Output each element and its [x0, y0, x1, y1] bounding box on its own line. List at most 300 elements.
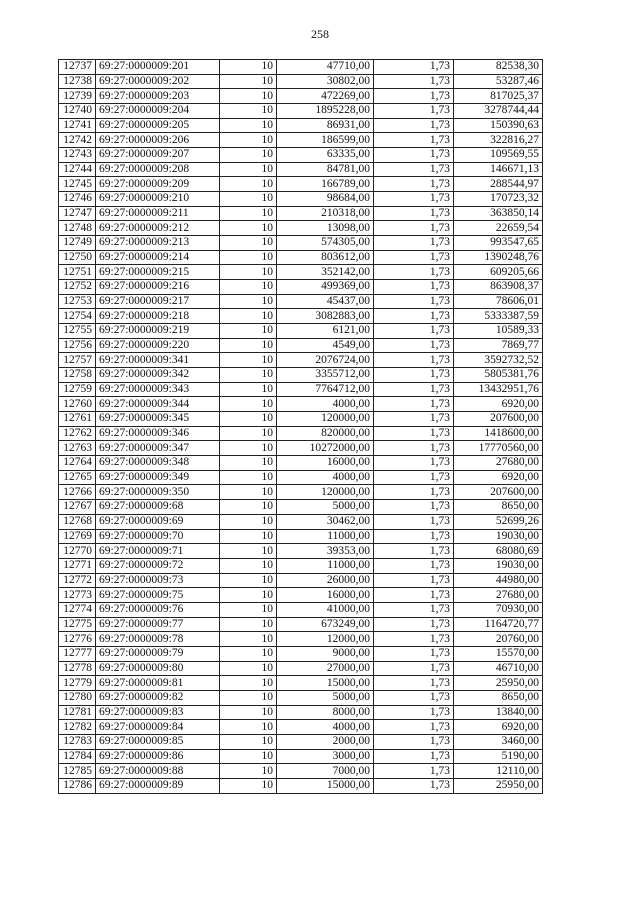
sum-cell: 22659,54	[454, 221, 543, 236]
area-value-cell: 39353,00	[277, 544, 374, 559]
sum-cell: 78606,01	[454, 294, 543, 309]
area-value-cell: 15000,00	[277, 676, 374, 691]
cadastral-number-cell: 69:27:0000009:209	[96, 177, 220, 192]
cadastral-number-cell: 69:27:0000009:80	[96, 661, 220, 676]
sum-cell: 207600,00	[454, 485, 543, 500]
row-number-cell: 12772	[59, 573, 96, 588]
area-value-cell: 5000,00	[277, 690, 374, 705]
table-row	[59, 412, 543, 427]
coefficient-cell: 1,73	[374, 104, 454, 119]
sum-cell: 53287,46	[454, 74, 543, 89]
area-value-cell: 26000,00	[277, 573, 374, 588]
sum-cell: 109569,55	[454, 148, 543, 163]
table-row	[59, 690, 543, 705]
table-row	[59, 734, 543, 749]
cadastral-number-cell: 69:27:0000009:75	[96, 588, 220, 603]
table-row	[59, 720, 543, 735]
row-number-cell: 12744	[59, 162, 96, 177]
area-value-cell: 8000,00	[277, 705, 374, 720]
table-row	[59, 353, 543, 368]
coefficient-cell: 1,73	[374, 118, 454, 133]
coefficient-cell: 1,73	[374, 294, 454, 309]
area-value-cell: 98684,00	[277, 192, 374, 207]
coefficient-cell: 1,73	[374, 426, 454, 441]
cadastral-number-cell: 69:27:0000009:79	[96, 646, 220, 661]
row-number-cell: 12763	[59, 441, 96, 456]
row-number-cell: 12768	[59, 514, 96, 529]
row-number-cell: 12782	[59, 720, 96, 735]
table-row	[59, 338, 543, 353]
coefficient-cell: 1,73	[374, 705, 454, 720]
code-cell: 10	[220, 676, 277, 691]
code-cell: 10	[220, 294, 277, 309]
row-number-cell: 12766	[59, 485, 96, 500]
area-value-cell: 4000,00	[277, 720, 374, 735]
cadastral-number-cell: 69:27:0000009:215	[96, 265, 220, 280]
sum-cell: 609205,66	[454, 265, 543, 280]
area-value-cell: 5000,00	[277, 500, 374, 515]
cadastral-number-cell: 69:27:0000009:214	[96, 250, 220, 265]
table-row	[59, 602, 543, 617]
coefficient-cell: 1,73	[374, 558, 454, 573]
area-value-cell: 472269,00	[277, 89, 374, 104]
coefficient-cell: 1,73	[374, 456, 454, 471]
cadastral-number-cell: 69:27:0000009:343	[96, 382, 220, 397]
table-row	[59, 676, 543, 691]
row-number-cell: 12780	[59, 690, 96, 705]
area-value-cell: 10272000,00	[277, 441, 374, 456]
row-number-cell: 12771	[59, 558, 96, 573]
sum-cell: 19030,00	[454, 529, 543, 544]
sum-cell: 1390248,76	[454, 250, 543, 265]
row-number-cell: 12750	[59, 250, 96, 265]
coefficient-cell: 1,73	[374, 206, 454, 221]
code-cell: 10	[220, 617, 277, 632]
code-cell: 10	[220, 162, 277, 177]
sum-cell: 19030,00	[454, 558, 543, 573]
code-cell: 10	[220, 412, 277, 427]
row-number-cell: 12756	[59, 338, 96, 353]
sum-cell: 6920,00	[454, 720, 543, 735]
area-value-cell: 820000,00	[277, 426, 374, 441]
area-value-cell: 45437,00	[277, 294, 374, 309]
sum-cell: 52699,26	[454, 514, 543, 529]
area-value-cell: 16000,00	[277, 588, 374, 603]
cadastral-number-cell: 69:27:0000009:77	[96, 617, 220, 632]
cadastral-number-cell: 69:27:0000009:349	[96, 470, 220, 485]
cadastral-number-cell: 69:27:0000009:69	[96, 514, 220, 529]
coefficient-cell: 1,73	[374, 690, 454, 705]
code-cell: 10	[220, 397, 277, 412]
table-row	[59, 544, 543, 559]
code-cell: 10	[220, 529, 277, 544]
row-number-cell: 12747	[59, 206, 96, 221]
code-cell: 10	[220, 690, 277, 705]
row-number-cell: 12785	[59, 764, 96, 779]
coefficient-cell: 1,73	[374, 177, 454, 192]
table-row	[59, 118, 543, 133]
coefficient-cell: 1,73	[374, 397, 454, 412]
sum-cell: 3460,00	[454, 734, 543, 749]
table-row	[59, 382, 543, 397]
coefficient-cell: 1,73	[374, 500, 454, 515]
table-row	[59, 426, 543, 441]
coefficient-cell: 1,73	[374, 544, 454, 559]
coefficient-cell: 1,73	[374, 529, 454, 544]
code-cell: 10	[220, 338, 277, 353]
table-row	[59, 74, 543, 89]
cadastral-number-cell: 69:27:0000009:82	[96, 690, 220, 705]
area-value-cell: 6121,00	[277, 324, 374, 339]
table-row	[59, 265, 543, 280]
row-number-cell: 12760	[59, 397, 96, 412]
row-number-cell: 12738	[59, 74, 96, 89]
cadastral-number-cell: 69:27:0000009:346	[96, 426, 220, 441]
row-number-cell: 12773	[59, 588, 96, 603]
code-cell: 10	[220, 104, 277, 119]
area-value-cell: 30462,00	[277, 514, 374, 529]
cadastral-number-cell: 69:27:0000009:212	[96, 221, 220, 236]
sum-cell: 10589,33	[454, 324, 543, 339]
table-row	[59, 60, 543, 75]
code-cell: 10	[220, 309, 277, 324]
area-value-cell: 803612,00	[277, 250, 374, 265]
code-cell: 10	[220, 426, 277, 441]
row-number-cell: 12786	[59, 778, 96, 793]
table-row	[59, 529, 543, 544]
cadastral-number-cell: 69:27:0000009:345	[96, 412, 220, 427]
table-row	[59, 646, 543, 661]
cadastral-number-cell: 69:27:0000009:71	[96, 544, 220, 559]
area-value-cell: 3000,00	[277, 749, 374, 764]
coefficient-cell: 1,73	[374, 338, 454, 353]
sum-cell: 20760,00	[454, 632, 543, 647]
sum-cell: 68080,69	[454, 544, 543, 559]
code-cell: 10	[220, 74, 277, 89]
table-row	[59, 632, 543, 647]
cadastral-number-cell: 69:27:0000009:219	[96, 324, 220, 339]
row-number-cell: 12764	[59, 456, 96, 471]
coefficient-cell: 1,73	[374, 778, 454, 793]
row-number-cell: 12755	[59, 324, 96, 339]
table-row	[59, 294, 543, 309]
sum-cell: 146671,13	[454, 162, 543, 177]
cadastral-number-cell: 69:27:0000009:218	[96, 309, 220, 324]
code-cell: 10	[220, 177, 277, 192]
code-cell: 10	[220, 192, 277, 207]
code-cell: 10	[220, 778, 277, 793]
coefficient-cell: 1,73	[374, 309, 454, 324]
row-number-cell: 12769	[59, 529, 96, 544]
coefficient-cell: 1,73	[374, 749, 454, 764]
coefficient-cell: 1,73	[374, 764, 454, 779]
table-row	[59, 148, 543, 163]
row-number-cell: 12748	[59, 221, 96, 236]
cadastral-number-cell: 69:27:0000009:213	[96, 236, 220, 251]
sum-cell: 6920,00	[454, 397, 543, 412]
table-row	[59, 250, 543, 265]
area-value-cell: 3355712,00	[277, 368, 374, 383]
row-number-cell: 12746	[59, 192, 96, 207]
table-row	[59, 133, 543, 148]
code-cell: 10	[220, 646, 277, 661]
code-cell: 10	[220, 485, 277, 500]
table-row	[59, 441, 543, 456]
row-number-cell: 12742	[59, 133, 96, 148]
cadastral-number-cell: 69:27:0000009:68	[96, 500, 220, 515]
coefficient-cell: 1,73	[374, 382, 454, 397]
row-number-cell: 12739	[59, 89, 96, 104]
sum-cell: 25950,00	[454, 676, 543, 691]
code-cell: 10	[220, 250, 277, 265]
area-value-cell: 15000,00	[277, 778, 374, 793]
area-value-cell: 13098,00	[277, 221, 374, 236]
table-row	[59, 309, 543, 324]
cadastral-number-cell: 69:27:0000009:350	[96, 485, 220, 500]
cadastral-number-cell: 69:27:0000009:217	[96, 294, 220, 309]
code-cell: 10	[220, 705, 277, 720]
sum-cell: 170723,32	[454, 192, 543, 207]
area-value-cell: 2000,00	[277, 734, 374, 749]
cadastral-number-cell: 69:27:0000009:204	[96, 104, 220, 119]
row-number-cell: 12767	[59, 500, 96, 515]
coefficient-cell: 1,73	[374, 221, 454, 236]
row-number-cell: 12752	[59, 280, 96, 295]
coefficient-cell: 1,73	[374, 133, 454, 148]
code-cell: 10	[220, 221, 277, 236]
sum-cell: 1164720,77	[454, 617, 543, 632]
area-value-cell: 4000,00	[277, 470, 374, 485]
sum-cell: 44980,00	[454, 573, 543, 588]
row-number-cell: 12761	[59, 412, 96, 427]
code-cell: 10	[220, 382, 277, 397]
code-cell: 10	[220, 734, 277, 749]
cadastral-number-cell: 69:27:0000009:206	[96, 133, 220, 148]
code-cell: 10	[220, 544, 277, 559]
table-row	[59, 206, 543, 221]
area-value-cell: 3082883,00	[277, 309, 374, 324]
table-row	[59, 368, 543, 383]
sum-cell: 82538,30	[454, 60, 543, 75]
cadastral-number-cell: 69:27:0000009:344	[96, 397, 220, 412]
cadastral-number-cell: 69:27:0000009:207	[96, 148, 220, 163]
table-row	[59, 705, 543, 720]
table-row	[59, 558, 543, 573]
code-cell: 10	[220, 588, 277, 603]
coefficient-cell: 1,73	[374, 617, 454, 632]
row-number-cell: 12745	[59, 177, 96, 192]
cadastral-number-cell: 69:27:0000009:203	[96, 89, 220, 104]
area-value-cell: 352142,00	[277, 265, 374, 280]
sum-cell: 13432951,76	[454, 382, 543, 397]
table-row	[59, 470, 543, 485]
code-cell: 10	[220, 602, 277, 617]
area-value-cell: 63335,00	[277, 148, 374, 163]
sum-cell: 363850,14	[454, 206, 543, 221]
area-value-cell: 120000,00	[277, 485, 374, 500]
sum-cell: 12110,00	[454, 764, 543, 779]
row-number-cell: 12762	[59, 426, 96, 441]
code-cell: 10	[220, 661, 277, 676]
sum-cell: 5333387,59	[454, 309, 543, 324]
cadastral-number-cell: 69:27:0000009:89	[96, 778, 220, 793]
coefficient-cell: 1,73	[374, 265, 454, 280]
code-cell: 10	[220, 500, 277, 515]
coefficient-cell: 1,73	[374, 441, 454, 456]
area-value-cell: 499369,00	[277, 280, 374, 295]
cadastral-number-cell: 69:27:0000009:210	[96, 192, 220, 207]
sum-cell: 27680,00	[454, 456, 543, 471]
sum-cell: 3278744,44	[454, 104, 543, 119]
row-number-cell: 12749	[59, 236, 96, 251]
coefficient-cell: 1,73	[374, 661, 454, 676]
coefficient-cell: 1,73	[374, 646, 454, 661]
row-number-cell: 12781	[59, 705, 96, 720]
area-value-cell: 1895228,00	[277, 104, 374, 119]
row-number-cell: 12776	[59, 632, 96, 647]
coefficient-cell: 1,73	[374, 280, 454, 295]
area-value-cell: 2076724,00	[277, 353, 374, 368]
cadastral-number-cell: 69:27:0000009:205	[96, 118, 220, 133]
table-row	[59, 485, 543, 500]
code-cell: 10	[220, 749, 277, 764]
row-number-cell: 12765	[59, 470, 96, 485]
area-value-cell: 30802,00	[277, 74, 374, 89]
area-value-cell: 12000,00	[277, 632, 374, 647]
area-value-cell: 166789,00	[277, 177, 374, 192]
code-cell: 10	[220, 470, 277, 485]
table-row	[59, 280, 543, 295]
coefficient-cell: 1,73	[374, 89, 454, 104]
code-cell: 10	[220, 764, 277, 779]
row-number-cell: 12779	[59, 676, 96, 691]
table-row	[59, 573, 543, 588]
sum-cell: 817025,37	[454, 89, 543, 104]
sum-cell: 17770560,00	[454, 441, 543, 456]
code-cell: 10	[220, 720, 277, 735]
table-row	[59, 397, 543, 412]
table-row	[59, 162, 543, 177]
cadastral-number-cell: 69:27:0000009:208	[96, 162, 220, 177]
coefficient-cell: 1,73	[374, 485, 454, 500]
coefficient-cell: 1,73	[374, 573, 454, 588]
cadastral-number-cell: 69:27:0000009:85	[96, 734, 220, 749]
table-row	[59, 778, 543, 793]
cadastral-number-cell: 69:27:0000009:348	[96, 456, 220, 471]
table-row	[59, 500, 543, 515]
coefficient-cell: 1,73	[374, 74, 454, 89]
sum-cell: 3592732,52	[454, 353, 543, 368]
coefficient-cell: 1,73	[374, 250, 454, 265]
table-row	[59, 764, 543, 779]
sum-cell: 8650,00	[454, 690, 543, 705]
area-value-cell: 47710,00	[277, 60, 374, 75]
cadastral-number-cell: 69:27:0000009:201	[96, 60, 220, 75]
cadastral-number-cell: 69:27:0000009:70	[96, 529, 220, 544]
table-body	[59, 60, 543, 794]
code-cell: 10	[220, 368, 277, 383]
code-cell: 10	[220, 324, 277, 339]
row-number-cell: 12751	[59, 265, 96, 280]
area-value-cell: 7000,00	[277, 764, 374, 779]
cadastral-number-cell: 69:27:0000009:211	[96, 206, 220, 221]
row-number-cell: 12770	[59, 544, 96, 559]
row-number-cell: 12741	[59, 118, 96, 133]
coefficient-cell: 1,73	[374, 60, 454, 75]
row-number-cell: 12784	[59, 749, 96, 764]
sum-cell: 322816,27	[454, 133, 543, 148]
code-cell: 10	[220, 206, 277, 221]
row-number-cell: 12737	[59, 60, 96, 75]
table-row	[59, 617, 543, 632]
area-value-cell: 4000,00	[277, 397, 374, 412]
cadastral-number-cell: 69:27:0000009:83	[96, 705, 220, 720]
sum-cell: 5805381,76	[454, 368, 543, 383]
sum-cell: 15570,00	[454, 646, 543, 661]
coefficient-cell: 1,73	[374, 676, 454, 691]
table-row	[59, 588, 543, 603]
area-value-cell: 84781,00	[277, 162, 374, 177]
coefficient-cell: 1,73	[374, 324, 454, 339]
coefficient-cell: 1,73	[374, 236, 454, 251]
area-value-cell: 86931,00	[277, 118, 374, 133]
code-cell: 10	[220, 133, 277, 148]
cadastral-number-cell: 69:27:0000009:341	[96, 353, 220, 368]
coefficient-cell: 1,73	[374, 514, 454, 529]
table-row	[59, 661, 543, 676]
sum-cell: 46710,00	[454, 661, 543, 676]
code-cell: 10	[220, 441, 277, 456]
area-value-cell: 4549,00	[277, 338, 374, 353]
code-cell: 10	[220, 280, 277, 295]
table-row	[59, 749, 543, 764]
sum-cell: 25950,00	[454, 778, 543, 793]
coefficient-cell: 1,73	[374, 162, 454, 177]
row-number-cell: 12774	[59, 602, 96, 617]
coefficient-cell: 1,73	[374, 148, 454, 163]
sum-cell: 5190,00	[454, 749, 543, 764]
sum-cell: 1418600,00	[454, 426, 543, 441]
coefficient-cell: 1,73	[374, 632, 454, 647]
code-cell: 10	[220, 514, 277, 529]
cadastral-number-cell: 69:27:0000009:76	[96, 602, 220, 617]
sum-cell: 13840,00	[454, 705, 543, 720]
row-number-cell: 12758	[59, 368, 96, 383]
area-value-cell: 16000,00	[277, 456, 374, 471]
code-cell: 10	[220, 353, 277, 368]
cadastral-number-cell: 69:27:0000009:72	[96, 558, 220, 573]
sum-cell: 288544,97	[454, 177, 543, 192]
row-number-cell: 12754	[59, 309, 96, 324]
code-cell: 10	[220, 573, 277, 588]
cadastral-number-cell: 69:27:0000009:342	[96, 368, 220, 383]
table-row	[59, 177, 543, 192]
code-cell: 10	[220, 265, 277, 280]
code-cell: 10	[220, 118, 277, 133]
code-cell: 10	[220, 89, 277, 104]
code-cell: 10	[220, 60, 277, 75]
code-cell: 10	[220, 148, 277, 163]
row-number-cell: 12778	[59, 661, 96, 676]
coefficient-cell: 1,73	[374, 588, 454, 603]
coefficient-cell: 1,73	[374, 734, 454, 749]
page-number: 258	[311, 27, 329, 41]
sum-cell: 8650,00	[454, 500, 543, 515]
sum-cell: 150390,63	[454, 118, 543, 133]
table-row	[59, 104, 543, 119]
coefficient-cell: 1,73	[374, 470, 454, 485]
area-value-cell: 9000,00	[277, 646, 374, 661]
